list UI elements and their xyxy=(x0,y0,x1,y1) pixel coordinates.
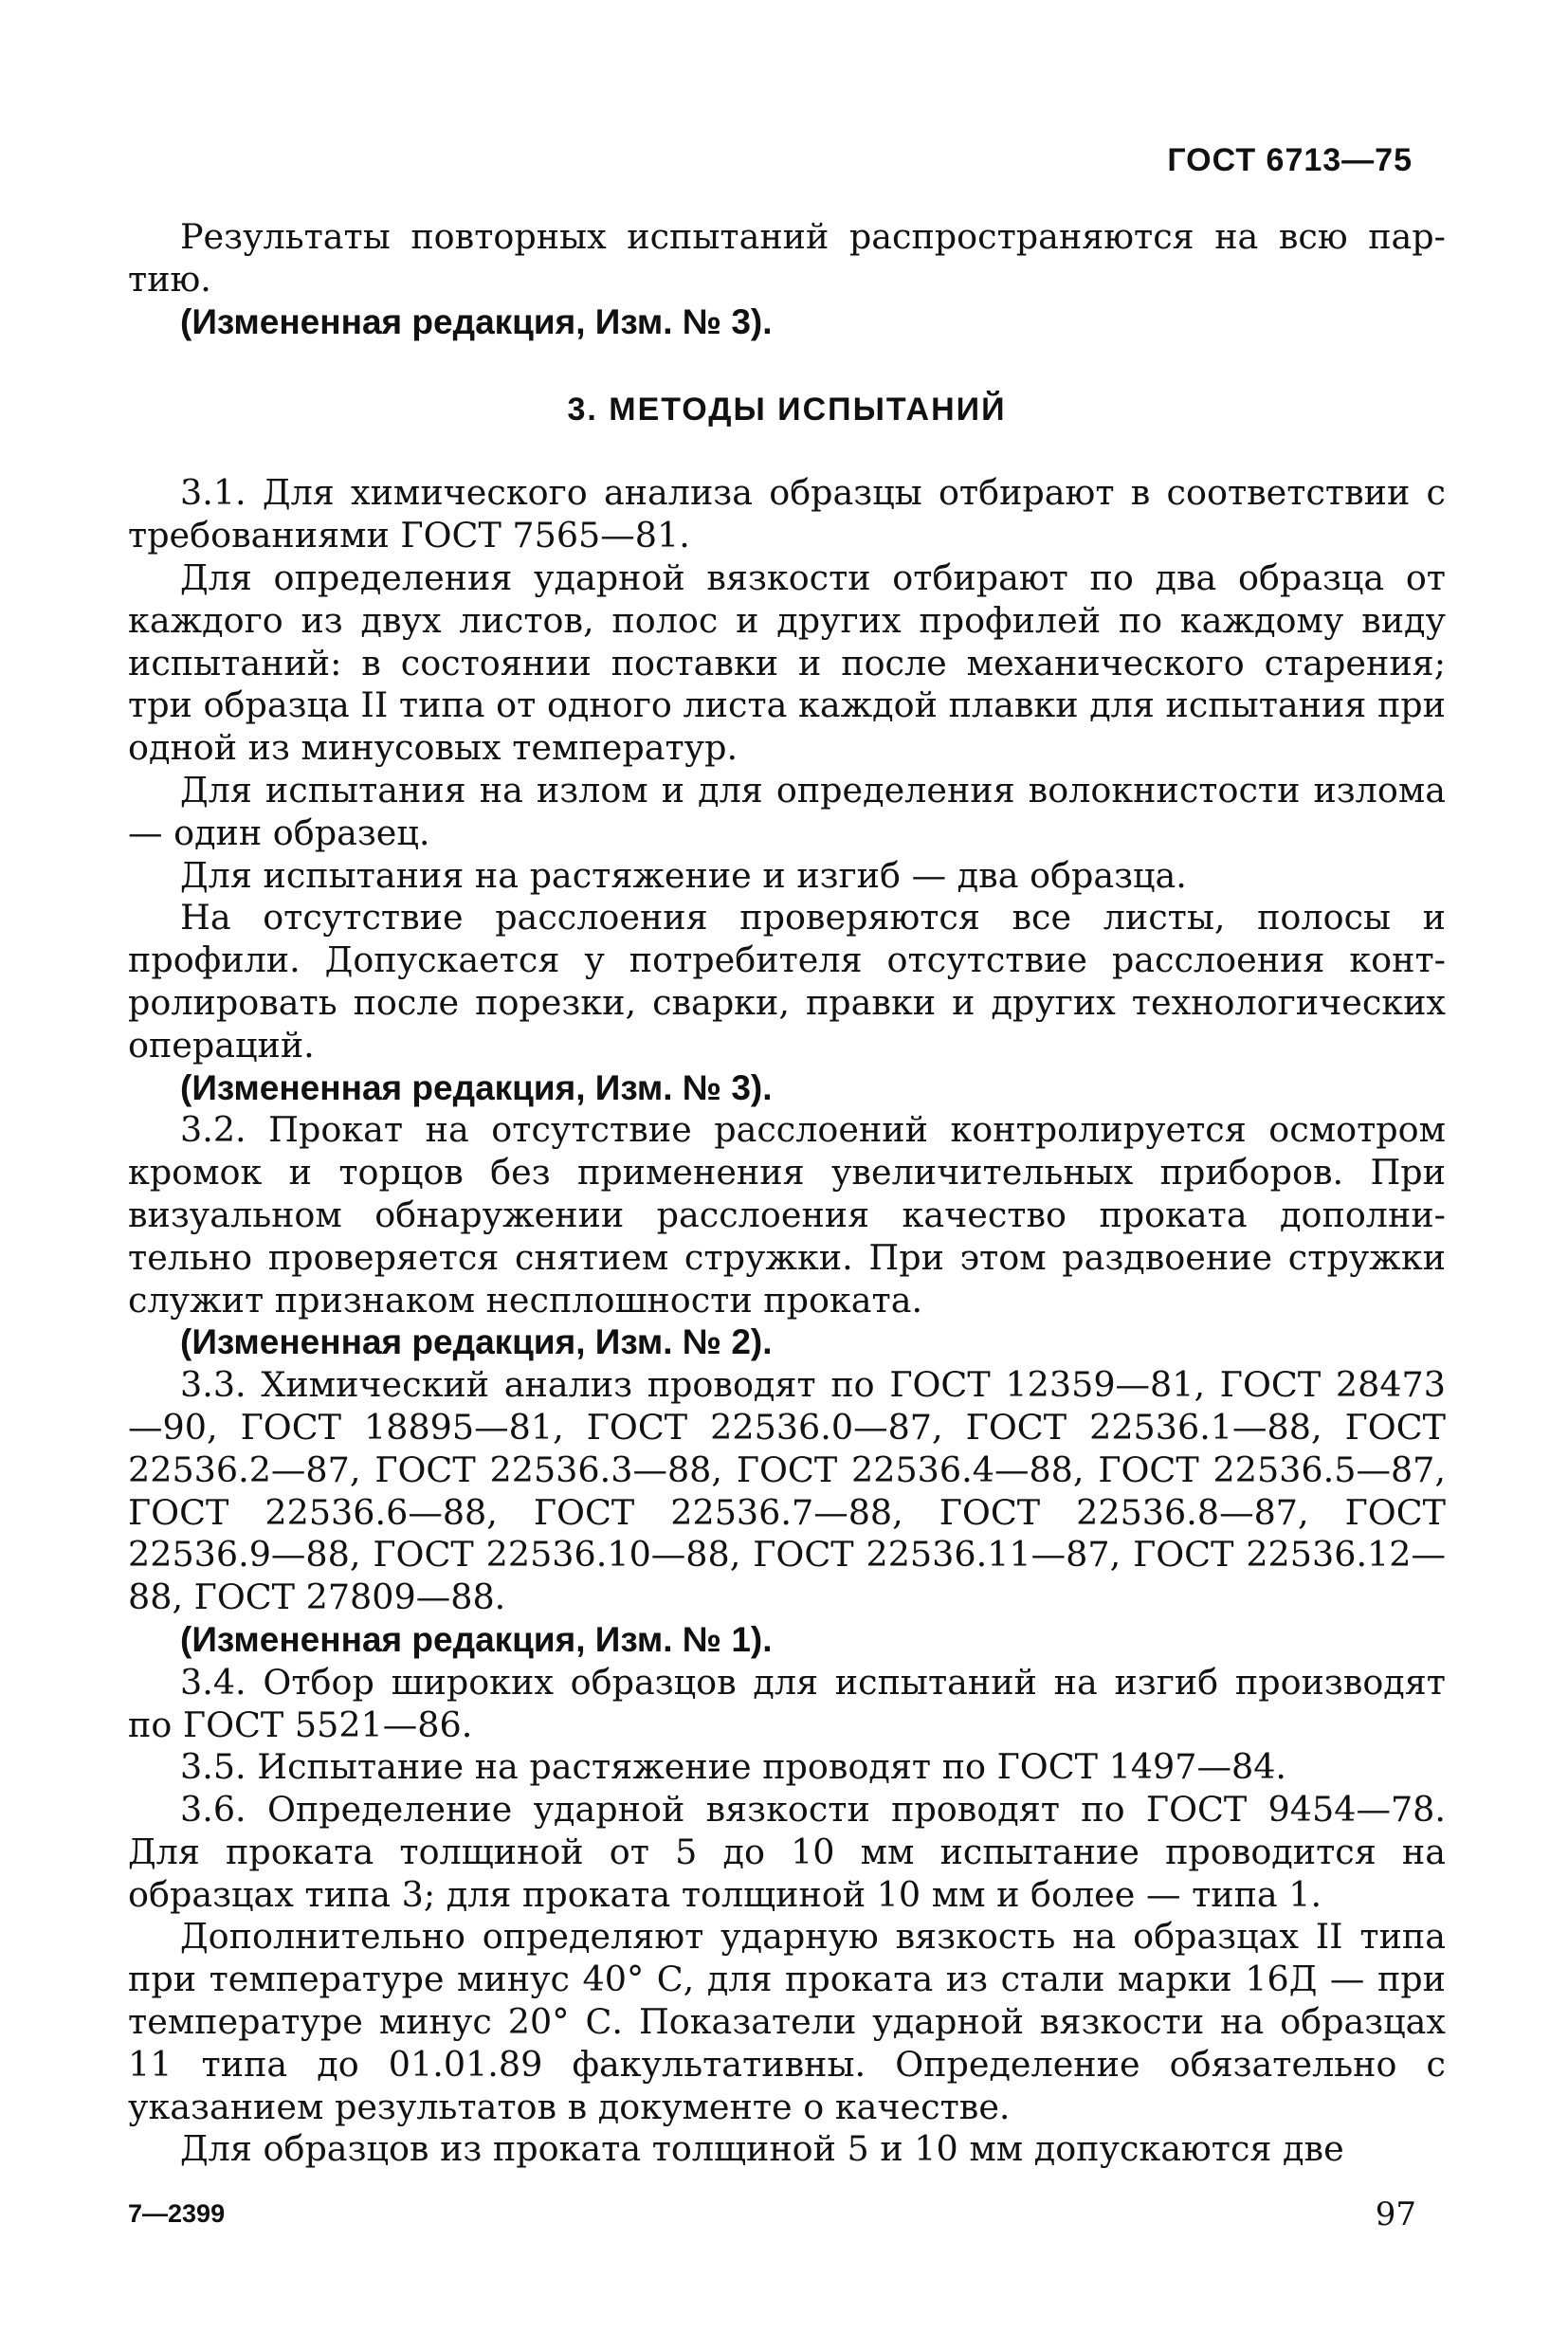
section-title: 3. МЕТОДЫ ИСПЫТАНИЙ xyxy=(567,392,1007,428)
clause-3-6: 3.6. Определение ударной вязкости проводят по ГОСТ 9454—78. Для проката толщиной от 5 до 10 мм испытание проводится на образцах типа 3; для проката толщиной 10 мм и более — типа 1. xyxy=(128,1789,1446,1915)
clause-3-3: 3.3. Химический анализ проводят по ГОСТ 12359—81, ГОСТ 28473—90, ГОСТ 18895—81, ГОСТ 22536.0—87, ГОСТ 22536.1—88, ГОСТ 22536.2—87, ГОСТ 22536.3—88, ГОСТ 22536.4—88, ГОСТ 22536.5—87, ГОСТ 22536.6—88, ГОСТ 22536.7—88, ГОСТ 22536.8—87, ГОСТ 22536.9—88, ГОСТ 22536.10—88, ГОСТ 22536.11—87, ГОСТ 22536.12—88, ГОСТ 27809—88. xyxy=(128,1364,1446,1618)
page-number: 97 xyxy=(1375,2196,1416,2233)
clause-3-1: 3.1. Для химического анализа образцы отбирают в соответствии с требованиями ГОСТ 7565—81. xyxy=(128,472,1446,556)
printer-signature: 7—2399 xyxy=(128,2199,226,2228)
clause-3-2: 3.2. Прокат на отсутствие расслоений контролируется осмотром кромок и торцов без применения увеличительных приборов. При визуальном обнаружении расслоения качество проката дополнительно проверяется снятием стружки. При этом раздвоение стружки служит признаком несплошности проката. xyxy=(128,1109,1446,1321)
amendment-note: (Измененная редакция, Изм. № 3). xyxy=(180,1067,773,1107)
document-body xyxy=(128,216,1446,2171)
clause-3-5: 3.5. Испытание на растяжение проводят по ГОСТ 1497—84. xyxy=(180,1746,1287,1788)
standard-code-header: ГОСТ 6713—75 xyxy=(1167,142,1413,178)
paragraph-tension-samples: Для испытания на растяжение и изгиб — два образца. xyxy=(180,854,1187,896)
paragraph-retest-results: Результаты повторных испытаний распространяются на всю партию. xyxy=(128,216,1446,300)
paragraph-impact-samples: Для определения ударной вязкости отбирают по два образца от каждого из двух листов, полос и других профилей по каждому виду испытаний: в состоянии поставки и после механического старения; три образца II типа от одного листа каждой плавки для испытания при одной из минусовых температур. xyxy=(128,556,1446,769)
amendment-note: (Измененная редакция, Изм. № 1). xyxy=(180,1619,773,1659)
paragraph-thin-samples: Для образцов из проката толщиной 5 и 10 мм допускаются две xyxy=(180,2128,1344,2170)
amendment-note: (Измененная редакция, Изм. № 2). xyxy=(180,1322,773,1362)
amendment-note: (Измененная редакция, Изм. № 3). xyxy=(180,301,773,341)
clause-3-4: 3.4. Отбор широких образцов для испытаний на изгиб производят по ГОСТ 5521—86. xyxy=(128,1661,1446,1745)
paragraph-delamination-check: На отсутствие расслоения проверяются все листы, полосы и профили. Допускается у потребителя отсутствие расслоения контролировать после порезки, сварки, правки и других технологических операций. xyxy=(128,897,1446,1066)
paragraph-fracture-samples: Для испытания на излом и для определения волокнистости излома — один образец. xyxy=(128,769,1446,853)
paragraph-additional-impact: Дополнительно определяют ударную вязкость на образцах II типа при температуре минус 40° С, для проката из стали марки 16Д — при температуре минус 20° С. Показатели ударной вязкости на образцах 11 типа до 01.01.89 факультативны. Определение обязательно с указанием результатов в документе о качестве. xyxy=(128,1916,1446,2127)
